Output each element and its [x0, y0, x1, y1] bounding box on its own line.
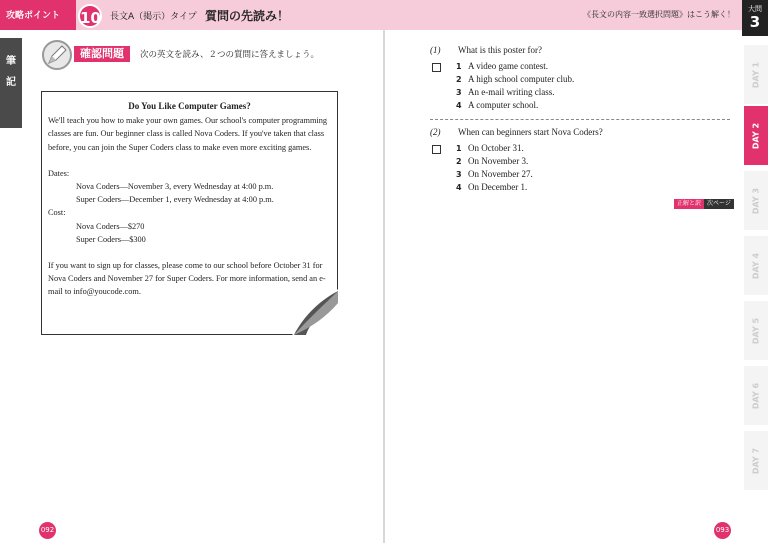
question-1-text: What is this poster for?	[458, 45, 542, 55]
tab-day-4[interactable]: DAY 4	[744, 235, 768, 295]
poster-cost-label: Cost:	[48, 208, 66, 218]
question-2	[430, 127, 603, 137]
daimon-badge	[742, 0, 768, 36]
poster-title: Do You Like Computer Games?	[128, 101, 251, 111]
side-tab-char-2: 記	[6, 77, 16, 88]
question-1-option-3: 3 An e-mail writing class.	[456, 87, 555, 97]
tab-day-1[interactable]: DAY 1	[744, 44, 768, 104]
answer-tag-next: 次ページ	[704, 199, 734, 209]
tab-day-2[interactable]: DAY 2	[744, 105, 768, 165]
side-tab-char-1: 筆	[6, 56, 16, 67]
poster-intro: We'll teach you how to make your own games. Our school's computer programming classes are fun. Our beginner class is called Nova Coders. If you've taken that class before, you can join the Super Coders class to make even more exciting games.	[48, 116, 328, 152]
poster-date-2: Super Coders—December 1, every Wednesday at 4:00 p.m.	[76, 195, 274, 205]
daimon-label: 大問	[748, 5, 762, 13]
question-2-option-1: 1 On October 31.	[456, 143, 524, 153]
question-1-option-2: 2 A high school computer club.	[456, 74, 575, 84]
pencil-icon	[42, 40, 72, 70]
point-number-badge: 10	[78, 4, 102, 28]
poster-footer: If you want to sign up for classes, please come to our school before October 31 for Nova Coders and November 27 for Super Coders. For more information, send an e-mail to info@youcode.com.	[48, 261, 326, 297]
page-number-right: 093	[714, 522, 731, 539]
poster-dates-label: Dates:	[48, 168, 70, 178]
question-1-number: (1)	[430, 45, 441, 55]
question-2-option-4: 4 On December 1.	[456, 182, 528, 192]
question-2-text: When can beginners start Nova Coders?	[458, 127, 603, 137]
tab-day-7[interactable]: DAY 7	[744, 430, 768, 490]
question-2-option-3: 3 On November 27.	[456, 169, 533, 179]
check-instruction: 次の英文を読み、２つの質問に答えましょう。	[140, 50, 320, 60]
right-page-title: 《長文の内容一致選択問題》はこう解く！	[583, 10, 735, 19]
answer-page-link[interactable]	[674, 199, 734, 209]
check-label: 確認問題	[74, 46, 130, 62]
page-curl-icon	[292, 289, 338, 335]
book-spine	[383, 30, 385, 543]
poster-date-1: Nova Coders—November 3, every Wednesday at 4:00 p.m.	[76, 182, 274, 192]
page-title: 質問の先読み！	[205, 9, 290, 23]
poster-cost-2: Super Coders—$300	[76, 234, 146, 244]
tab-day-5[interactable]: DAY 5	[744, 300, 768, 360]
question-2-number: (2)	[430, 127, 441, 137]
question-2-answer-box[interactable]	[432, 145, 441, 154]
question-2-option-2: 2 On November 3.	[456, 156, 529, 166]
question-1-option-1: 1 A video game contest.	[456, 61, 548, 71]
tab-day-3[interactable]: DAY 3	[744, 170, 768, 230]
answer-tag-label: 正解と訳	[674, 199, 704, 209]
side-tab-written	[0, 38, 22, 128]
point-label: 攻略ポイント	[6, 11, 61, 21]
type-label: 長文A（掲示）タイプ	[110, 12, 197, 22]
question-1-option-4: 4 A computer school.	[456, 100, 539, 110]
poster	[41, 91, 338, 335]
question-1-answer-box[interactable]	[432, 63, 441, 72]
daimon-number: 3	[749, 13, 761, 31]
poster-cost-1: Nova Coders—$270	[76, 221, 145, 231]
tab-day-6[interactable]: DAY 6	[744, 365, 768, 425]
question-divider	[430, 119, 730, 120]
question-1	[430, 45, 542, 55]
page-number-left: 092	[39, 522, 56, 539]
